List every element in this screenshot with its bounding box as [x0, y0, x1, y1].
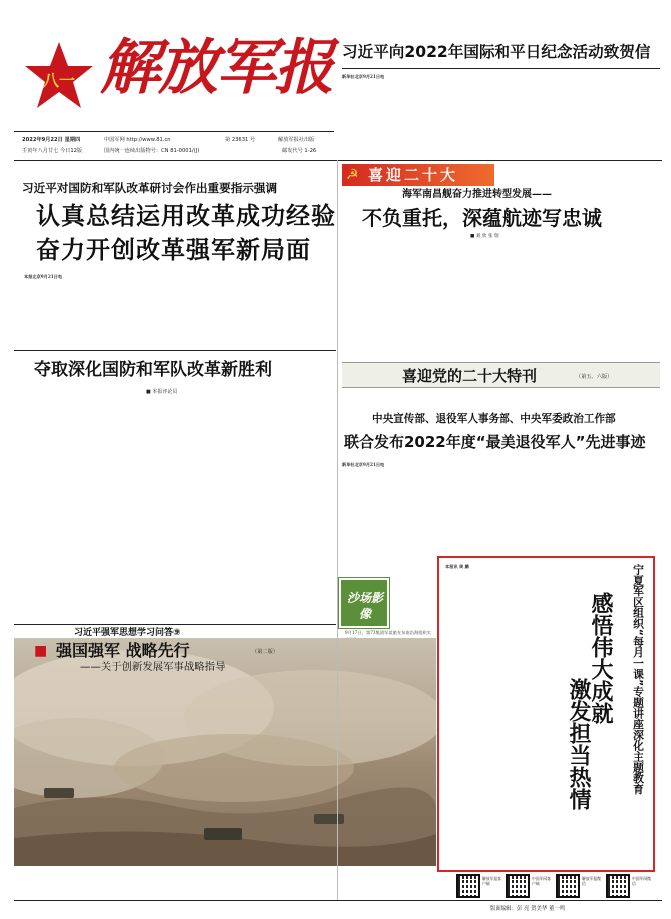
- qr-code-wechat-81[interactable]: [606, 874, 630, 898]
- congress-banner-label: 喜迎二十大: [368, 166, 459, 184]
- award-body-col1: [342, 462, 442, 548]
- highlighted-byline: 本报讯 周 鹏: [445, 564, 469, 569]
- qr-code-app-81[interactable]: [506, 874, 530, 898]
- commentary-headline[interactable]: 夺取深化国防和军队改革新胜利: [34, 360, 272, 380]
- qr-label-wechat-jfjb: 解放军报微信: [582, 876, 601, 886]
- navy-headline[interactable]: 不负重托，深蕴航迹写忠诚: [362, 206, 602, 230]
- qr-code-wechat-jfjb[interactable]: [556, 874, 580, 898]
- top-story-headline[interactable]: 习近平向2022年国际和平日纪念活动致贺信: [342, 43, 651, 61]
- tank-left: [44, 788, 74, 798]
- study-kicker: 习近平强军思想学习问答⑨: [74, 628, 181, 638]
- photo-feature-badge: [339, 578, 389, 628]
- congress-banner: [342, 164, 494, 186]
- navy-body-col2: [448, 242, 548, 356]
- reform-body-col1: [24, 274, 124, 346]
- svg-text:八一: 八一: [42, 71, 76, 90]
- top-story-byline: 新华社北京9月21日电: [342, 74, 385, 79]
- award-body-col2: [448, 462, 548, 548]
- reform-body-col3: [234, 274, 334, 346]
- commentary-byline: ■ 本报评论员: [146, 389, 178, 395]
- special-issue-label: 喜迎党的二十大特刊: [402, 367, 538, 385]
- qr-label-wechat-81: 中国军网微信: [632, 876, 651, 886]
- special-issue-pages: （第五、六版）: [576, 374, 613, 380]
- study-pages: （第二版）: [252, 649, 278, 655]
- reform-body-col2: [128, 274, 230, 346]
- award-headline[interactable]: 联合发布2022年度“最美退役军人”先进事迹: [344, 433, 646, 451]
- qr-code-app-jfjb[interactable]: [456, 874, 480, 898]
- masthead: [20, 16, 330, 156]
- top-story-body-col2: [448, 74, 548, 156]
- study-headline-row[interactable]: [34, 640, 334, 662]
- highlighted-story-box[interactable]: [437, 556, 655, 872]
- reform-byline: 本报北京9月21日电: [24, 274, 63, 279]
- date-line: 2022年9月22日 星期四: [22, 137, 81, 143]
- highlighted-body-col1: [445, 564, 515, 864]
- column-divider: [337, 160, 338, 900]
- photo-caption: 9月17日，第73集团军某旅在东南沿海组织实: [345, 630, 431, 635]
- highlighted-side-title: 宁夏军区组织“每月一课”专题讲座深化主题教育: [632, 564, 645, 795]
- study-subhead: ——关于创新发展军事战略指导: [80, 661, 226, 673]
- award-body-col3: [554, 462, 660, 548]
- tank-center: [204, 828, 242, 840]
- mid-rule-left: [14, 350, 336, 351]
- commentary-body-col3: [232, 400, 334, 610]
- footer-rule: [14, 900, 662, 901]
- navy-byline: ■ 刘 欣 张 瑞: [470, 234, 499, 239]
- issn-line: 国内统一连续出版物号：CN 81-0001/(J): [104, 148, 200, 154]
- top-story-rule: [342, 68, 660, 69]
- award-byline: 新华社北京9月21日电: [342, 462, 385, 467]
- lunar-line: 壬寅年八月廿七 今日12版: [22, 148, 83, 154]
- army-star-emblem-icon: [23, 40, 95, 112]
- party-emblem-icon: ☭: [346, 167, 359, 183]
- top-story-body-col3: [554, 74, 660, 156]
- navy-body-col1: [342, 242, 442, 356]
- top-section-bottom-rule: [14, 160, 662, 161]
- study-headline: 强国强军 战略先行: [56, 641, 190, 660]
- site-link[interactable]: 中国军网 http://www.81.cn: [104, 137, 171, 143]
- navy-kicker: 海军南昌舰奋力推进转型发展——: [402, 189, 552, 200]
- award-kicker: 中央宣传部、退役军人事务部、中央军委政治工作部: [372, 413, 616, 425]
- footer-editors: 版面编辑：彭 亮 贺美华 董一鸣: [490, 906, 566, 912]
- study-top-rule: [14, 624, 336, 625]
- star-bullet-icon: ■: [34, 643, 48, 659]
- reform-kicker: 习近平对国防和军队改革研讨会作出重要指示强调: [22, 181, 278, 195]
- navy-body-col3: [554, 242, 660, 356]
- newspaper-title: 解放军报: [100, 33, 332, 103]
- special-issue-banner[interactable]: [342, 362, 660, 388]
- masthead-divider: [14, 131, 334, 132]
- qr-label-app-81: 中国军网客户端: [532, 876, 551, 886]
- top-story-body-col1: [342, 74, 442, 156]
- highlighted-title-line1: 感悟伟大成就: [588, 592, 614, 724]
- publisher-line: 解放军报社出版: [278, 137, 315, 143]
- commentary-body-col2: [128, 400, 228, 610]
- postal-code: 邮发代号 1-26: [282, 148, 317, 154]
- highlighted-title-line2: 激发担当热情: [566, 678, 592, 810]
- reform-headline-line2[interactable]: 奋力开创改革强军新局面: [36, 235, 311, 264]
- reform-headline-line1[interactable]: 认真总结运用改革成功经验: [36, 201, 336, 230]
- commentary-body-col1: [24, 400, 124, 610]
- qr-label-app-jfjb: 解放军报客户端: [482, 876, 501, 886]
- serial-number: 第 23631 号: [225, 137, 256, 143]
- photo-feature-badge-label: 沙场影像: [346, 591, 383, 621]
- tank-right: [314, 814, 344, 824]
